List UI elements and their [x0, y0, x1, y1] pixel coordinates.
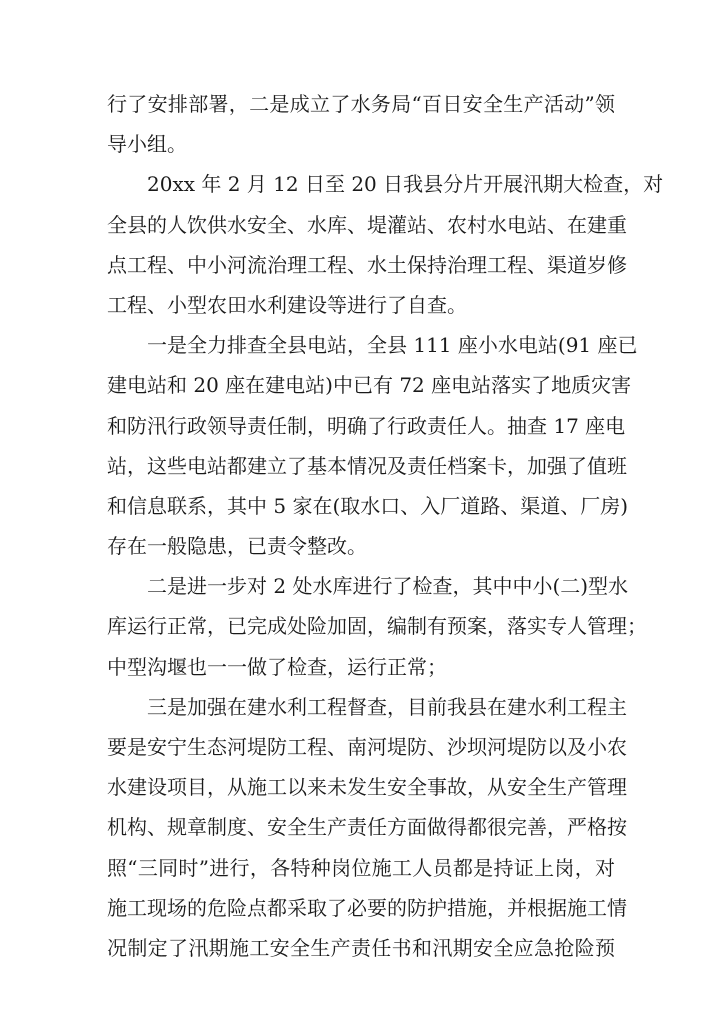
text-line: 况制定了汛期施工安全生产责任书和汛期安全应急抢险预 [107, 935, 615, 960]
text-line: 施工现场的危险点都采取了必要的防护措施，并根据施工情 [107, 895, 627, 920]
text-line: 点工程、中小河流治理工程、水土保持治理工程、渠道岁修 [107, 252, 627, 277]
text-line: 水建设项目，从施工以来未发生安全事故，从安全生产管理 [107, 775, 627, 800]
text-line: 二是进一步对 2 处水库进行了检查，其中中小(二)型水 [147, 574, 629, 599]
text-line: 站，这些电站都建立了基本情况及责任档案卡，加强了值班 [107, 453, 627, 478]
text-line: 库运行正常，已完成处险加固，编制有预案，落实专人管理； [107, 614, 647, 639]
text-line: 和防汛行政领导责任制，明确了行政责任人。抽查 17 座电 [107, 413, 626, 438]
text-line: 要是安宁生态河堤防工程、南河堤防、沙坝河堤防以及小农 [107, 735, 627, 759]
body-text [107, 84, 664, 968]
text-line: 三是加强在建水利工程督查，目前我县在建水利工程主 [147, 694, 627, 719]
text-line: 存在一般隐患，已责令整改。 [107, 534, 367, 559]
text-line: 建电站和 20 座在建电站)中已有 72 座电站落实了地质灾害 [107, 373, 632, 398]
text-line: 和信息联系，其中 5 家在(取水口、入厂道路、渠道、厂房) [107, 493, 629, 518]
text-line: 中型沟堰也一一做了检查，运行正常； [107, 654, 447, 679]
text-line: 全县的人饮供水安全、水库、堤灌站、农村水电站、在建重 [107, 212, 627, 237]
text-line: 行了安排部署，二是成立了水务局“百日安全生产活动”领 [107, 92, 615, 116]
text-line: 20xx 年 2 月 12 日至 20 日我县分片开展汛期大检查，对 [147, 172, 664, 197]
text-line: 导小组。 [107, 132, 187, 157]
text-line: 机构、规章制度、安全生产责任方面做得都很完善，严格按 [107, 815, 627, 840]
text-line: 工程、小型农田水利建设等进行了自查。 [107, 292, 467, 317]
text-line: 照“三同时”进行，各特种岗位施工人员都是持证上岗，对 [107, 855, 615, 880]
text-line: 一是全力排查全县电站，全县 111 座小水电站(91 座已 [147, 333, 638, 358]
